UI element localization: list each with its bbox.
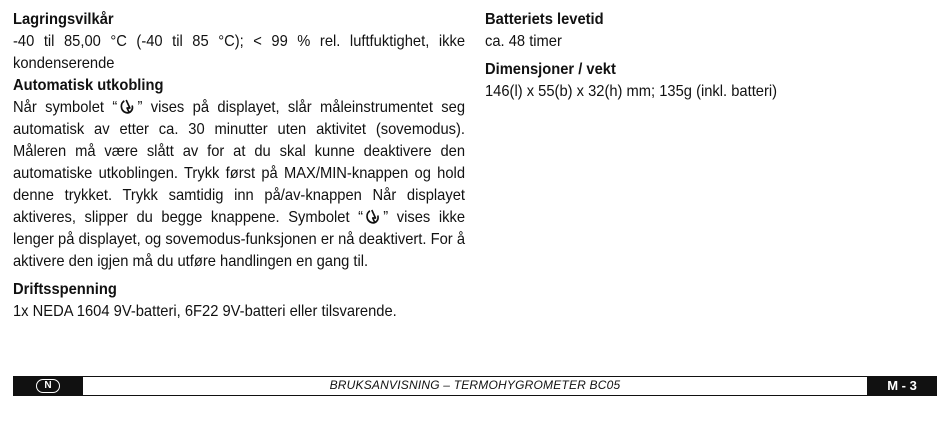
footer-title: BRUKSANVISNING – TERMOHYGROMETER BC05 — [329, 378, 621, 392]
dimensions-heading: Dimensjoner / vekt — [485, 61, 616, 78]
auto-off-icon — [365, 209, 382, 225]
storage-heading: Lagringsvilkår — [13, 11, 114, 28]
right-column — [485, 9, 925, 103]
auto-off-text-part1: Når symbolet “ — [13, 99, 118, 116]
auto-off-text-part2: ” vises på displayet, slår måleinstrumentet seg automatisk av etter ca. 30 minutter uten aktivitet (sovemodus). Måleren må være slått av for at du skal kunne deaktivere den automatiske utkoblingen. Trykk først på MAX/MIN-knappen og hold denne trykket. Trykk samtidig inn på/av-knappen Når displayet aktiveres, slipper du begge knappene. Symbolet “ — [13, 99, 466, 226]
page-number: M - 3 — [867, 377, 937, 395]
language-code: N — [36, 379, 60, 393]
voltage-text: 1x NEDA 1604 9V-batteri, 6F22 9V-batteri eller tilsvarende. — [13, 303, 397, 320]
auto-off-heading: Automatisk utkobling — [13, 77, 164, 94]
voltage-heading: Driftsspenning — [13, 281, 117, 298]
battery-text: ca. 48 timer — [485, 33, 562, 50]
dimensions-text: 146(l) x 55(b) x 32(h) mm; 135g (inkl. batteri) — [485, 83, 778, 100]
storage-text: -40 til 85,00 °C (-40 til 85 °C); < 99 % rel. luftfuktighet, ikke kondenserende — [13, 33, 466, 72]
auto-off-text-part3: ” vises ikke lenger på displayet, og sovemodus-funksjonen er nå deaktivert. For å aktivere den igjen må du utføre handlingen en gang til. — [13, 209, 466, 270]
battery-heading: Batteriets levetid — [485, 11, 604, 28]
language-badge — [13, 377, 83, 395]
left-column — [13, 9, 465, 323]
auto-off-icon — [119, 99, 136, 115]
auto-off-text — [13, 97, 465, 273]
page-footer — [13, 376, 937, 396]
